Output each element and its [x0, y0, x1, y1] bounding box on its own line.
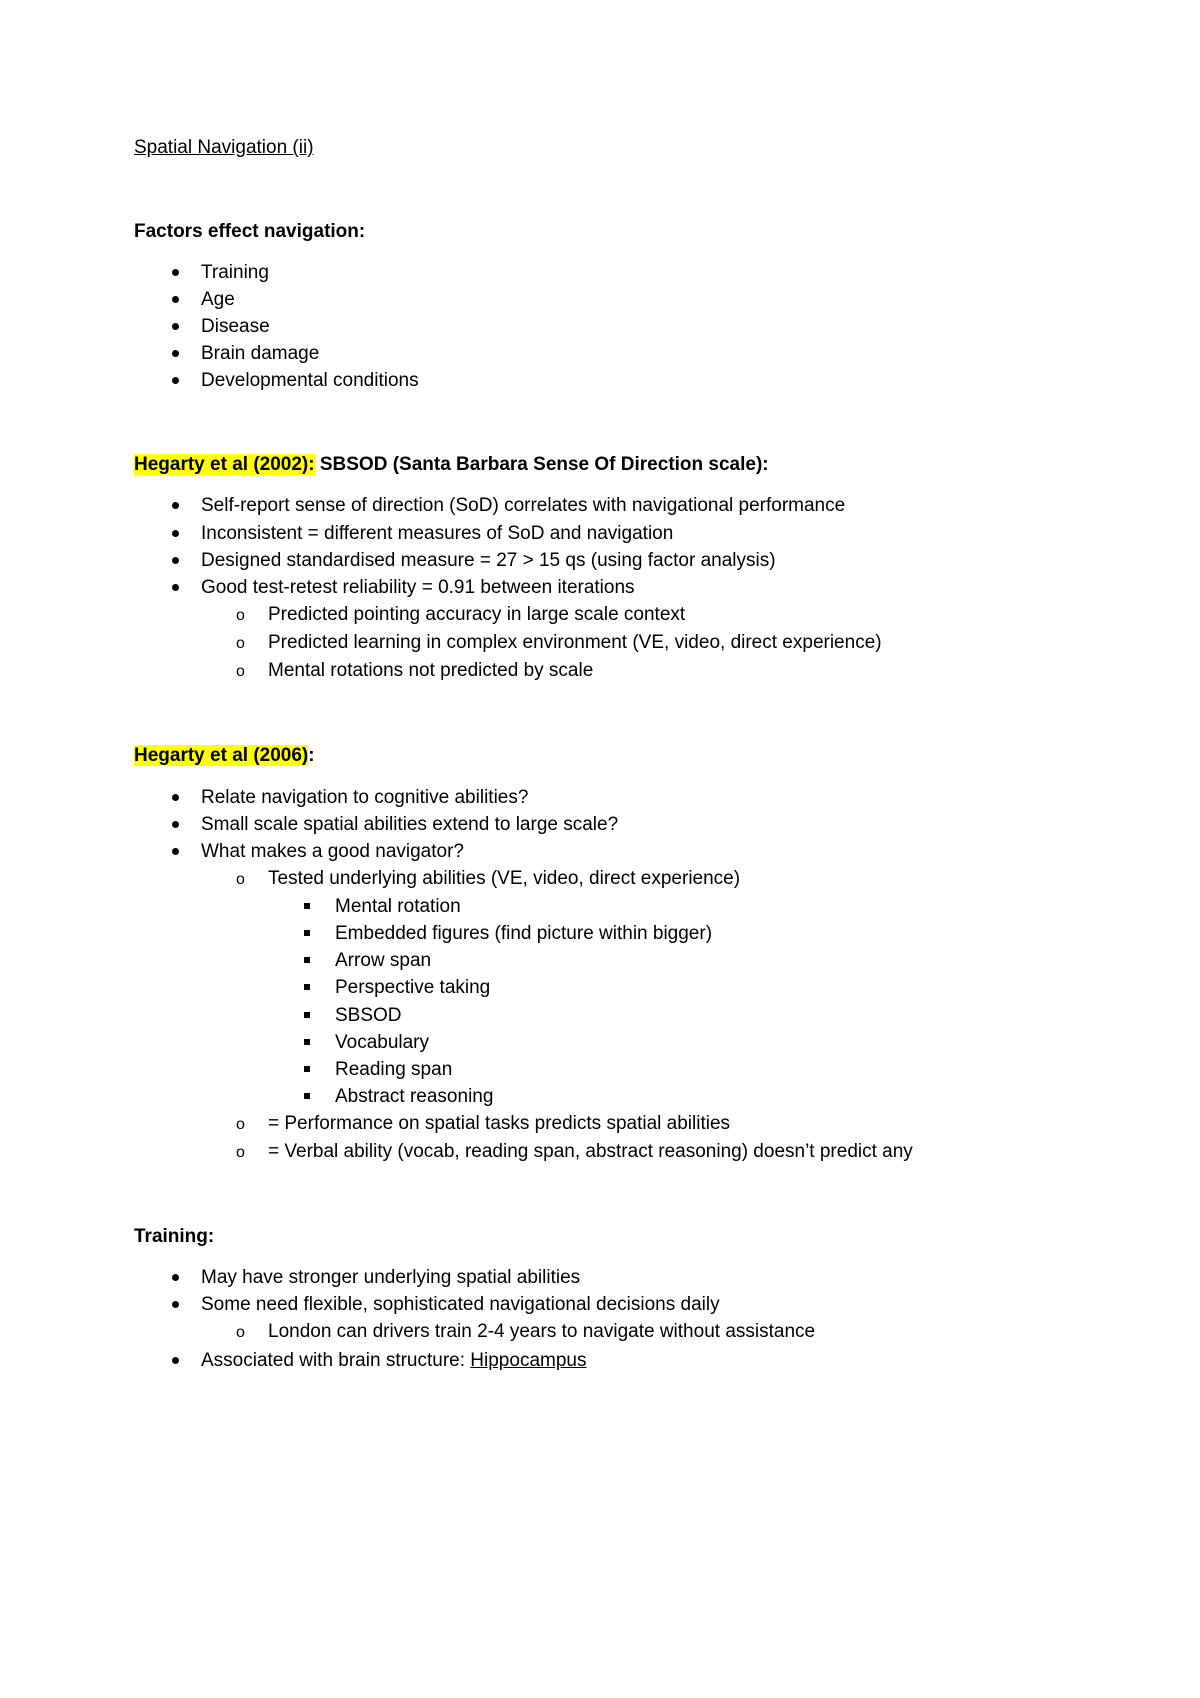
bullet-icon	[172, 1301, 179, 1308]
section-heading-hegarty-2002	[134, 453, 769, 477]
list-subsubitem: Embedded figures (find picture within bigger)	[335, 923, 713, 944]
list-item: Disease	[201, 316, 270, 337]
bullet-icon	[172, 821, 179, 828]
square-bullet-icon	[304, 957, 310, 963]
bullet-icon	[172, 350, 179, 357]
bullet-icon	[172, 296, 179, 303]
list-item: Brain damage	[201, 343, 320, 364]
list-subitem: = Verbal ability (vocab, reading span, abstract reasoning) doesn’t predict any	[268, 1141, 913, 1162]
list-subsubitem: Reading span	[335, 1059, 453, 1080]
circle-bullet-icon: o	[236, 663, 245, 680]
list-subsubitem: Perspective taking	[335, 977, 491, 998]
hippocampus-link: Hippocampus	[470, 1350, 587, 1371]
list-subitem: Predicted pointing accuracy in large scale context	[268, 604, 686, 625]
list-item: Developmental conditions	[201, 370, 419, 391]
square-bullet-icon	[304, 903, 310, 909]
list-item: Age	[201, 289, 235, 310]
circle-bullet-icon: o	[236, 607, 245, 624]
list-item: What makes a good navigator?	[201, 841, 464, 862]
list-subitem: Tested underlying abilities (VE, video, direct experience)	[268, 868, 741, 889]
list-subsubitem: Vocabulary	[335, 1032, 430, 1053]
square-bullet-icon	[304, 1012, 310, 1018]
list-item: Training	[201, 262, 269, 283]
bullet-icon	[172, 530, 179, 537]
bullet-icon	[172, 1274, 179, 1281]
bullet-icon	[172, 1357, 179, 1364]
list-item: Relate navigation to cognitive abilities?	[201, 787, 529, 808]
section-heading-factors: Factors effect navigation:	[134, 221, 366, 242]
square-bullet-icon	[304, 984, 310, 990]
heading-text: :	[308, 745, 315, 766]
list-subsubitem: SBSOD	[335, 1005, 402, 1026]
list-subitem: = Performance on spatial tasks predicts spatial abilities	[268, 1113, 731, 1134]
square-bullet-icon	[304, 930, 310, 936]
bullet-icon	[172, 557, 179, 564]
circle-bullet-icon: o	[236, 871, 245, 888]
list-subitem: Predicted learning in complex environment (VE, video, direct experience)	[268, 632, 882, 653]
list-item: May have stronger underlying spatial abilities	[201, 1267, 581, 1288]
circle-bullet-icon: o	[236, 1144, 245, 1161]
bullet-icon	[172, 584, 179, 591]
document-title: Spatial Navigation (ii)	[134, 137, 314, 158]
list-subsubitem: Abstract reasoning	[335, 1086, 494, 1107]
list-item: Good test-retest reliability = 0.91 between iterations	[201, 577, 635, 598]
heading-text: SBSOD (Santa Barbara Sense Of Direction scale):	[314, 454, 769, 475]
square-bullet-icon	[304, 1093, 310, 1099]
list-subsubitem: Mental rotation	[335, 896, 461, 917]
bullet-icon	[172, 794, 179, 801]
list-subsubitem: Arrow span	[335, 950, 432, 971]
bullet-icon	[172, 848, 179, 855]
square-bullet-icon	[304, 1039, 310, 1045]
list-item: Self-report sense of direction (SoD) correlates with navigational performance	[201, 495, 846, 516]
list-item: Small scale spatial abilities extend to large scale?	[201, 814, 619, 835]
bullet-icon	[172, 269, 179, 276]
list-item: Some need flexible, sophisticated navigational decisions daily	[201, 1294, 720, 1315]
list-item: Designed standardised measure = 27 > 15 qs (using factor analysis)	[201, 550, 776, 571]
bullet-icon	[172, 377, 179, 384]
list-subitem: Mental rotations not predicted by scale	[268, 660, 594, 681]
list-item: Inconsistent = different measures of SoD and navigation	[201, 523, 674, 544]
square-bullet-icon	[304, 1066, 310, 1072]
section-heading-hegarty-2006	[134, 744, 315, 768]
highlighted-citation: Hegarty et al (2002):	[134, 454, 315, 475]
circle-bullet-icon: o	[236, 635, 245, 652]
bullet-icon	[172, 502, 179, 509]
highlighted-citation: Hegarty et al (2006)	[134, 745, 309, 766]
circle-bullet-icon: o	[236, 1324, 245, 1341]
circle-bullet-icon: o	[236, 1116, 245, 1133]
list-subitem: London can drivers train 2-4 years to navigate without assistance	[268, 1321, 816, 1342]
list-item	[201, 1349, 586, 1373]
bullet-icon	[172, 323, 179, 330]
section-heading-training: Training:	[134, 1226, 215, 1247]
list-item-text: Associated with brain structure:	[201, 1350, 471, 1371]
